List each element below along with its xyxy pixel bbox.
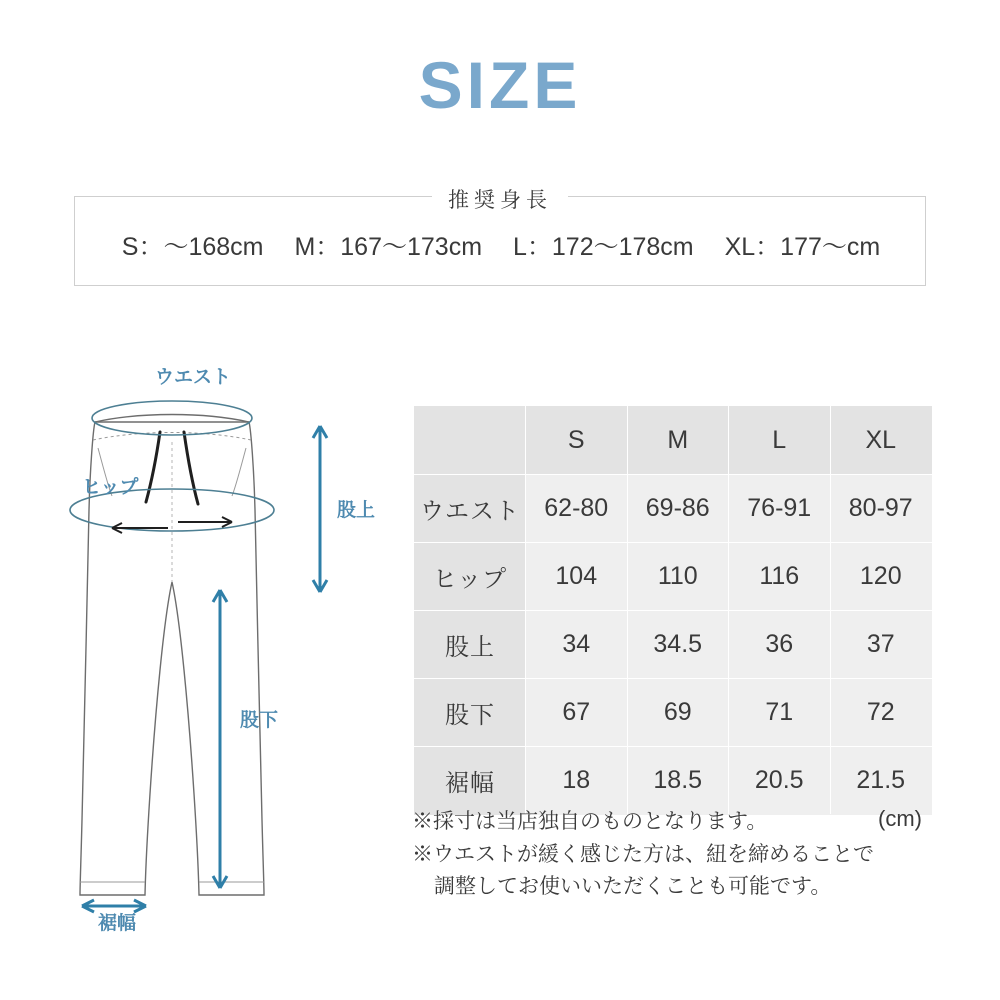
table-col-l: L	[729, 407, 831, 475]
pants-illustration-svg	[60, 350, 410, 940]
table-row	[415, 475, 932, 543]
recommended-height-values	[75, 227, 927, 263]
recommended-height-legend: 推奨身長	[432, 184, 568, 214]
cell-hem-s: 18	[526, 747, 628, 815]
height-value-xl: XL：177～cm	[724, 233, 881, 261]
height-value-l: L：172～178cm	[512, 233, 694, 261]
cell-hip-l: 116	[729, 543, 831, 611]
pants-diagram	[60, 350, 410, 940]
label-rise: 股上	[337, 500, 376, 521]
cell-inseam-l: 71	[729, 679, 831, 747]
note-line-2: ※ウエストが緩く感じた方は、紐を締めることで	[412, 842, 874, 866]
cell-rise-l: 36	[729, 611, 831, 679]
cell-rise-s: 34	[526, 611, 628, 679]
recommended-height-box	[74, 189, 926, 286]
note-line-1: ※採寸は当店独自のものとなります。	[412, 810, 768, 833]
table-header-row	[415, 407, 932, 475]
height-value-s: S：～168cm	[121, 233, 264, 261]
label-hip: ヒップ	[82, 477, 139, 498]
cell-waist-xl: 80-97	[830, 475, 932, 543]
row-label-hem: 裾幅	[415, 747, 526, 815]
cell-inseam-xl: 72	[830, 679, 932, 747]
table-col-s: S	[526, 407, 628, 475]
table-row	[415, 679, 932, 747]
label-waist: ウエスト	[155, 367, 232, 388]
note-line-3: 調整してお使いいただくことも可能です。	[434, 875, 832, 899]
row-label-hip: ヒップ	[415, 543, 526, 611]
size-table-wrapper	[414, 406, 932, 815]
cell-rise-m: 34.5	[627, 611, 729, 679]
unit-label: (cm)	[878, 806, 922, 831]
cell-waist-l: 76-91	[729, 475, 831, 543]
table-row	[415, 747, 932, 815]
height-value-m: M：167～173cm	[294, 233, 483, 261]
table-corner-cell	[415, 407, 526, 475]
size-table	[414, 406, 932, 815]
cell-inseam-m: 69	[627, 679, 729, 747]
label-inseam: 股下	[240, 710, 279, 731]
cell-waist-s: 62-80	[526, 475, 628, 543]
label-hem: 裾幅	[98, 913, 137, 934]
cell-hip-s: 104	[526, 543, 628, 611]
table-row	[415, 611, 932, 679]
notes-block	[412, 806, 932, 904]
cell-hem-m: 18.5	[627, 747, 729, 815]
cell-hem-l: 20.5	[729, 747, 831, 815]
cell-hem-xl: 21.5	[830, 747, 932, 815]
cell-hip-xl: 120	[830, 543, 932, 611]
cell-inseam-s: 67	[526, 679, 628, 747]
page-title: SIZE	[418, 48, 582, 122]
row-label-rise: 股上	[415, 611, 526, 679]
row-label-inseam: 股下	[415, 679, 526, 747]
table-col-m: M	[627, 407, 729, 475]
table-col-xl: XL	[830, 407, 932, 475]
cell-waist-m: 69-86	[627, 475, 729, 543]
cell-rise-xl: 37	[830, 611, 932, 679]
table-row	[415, 543, 932, 611]
row-label-waist: ウエスト	[415, 475, 526, 543]
cell-hip-m: 110	[627, 543, 729, 611]
